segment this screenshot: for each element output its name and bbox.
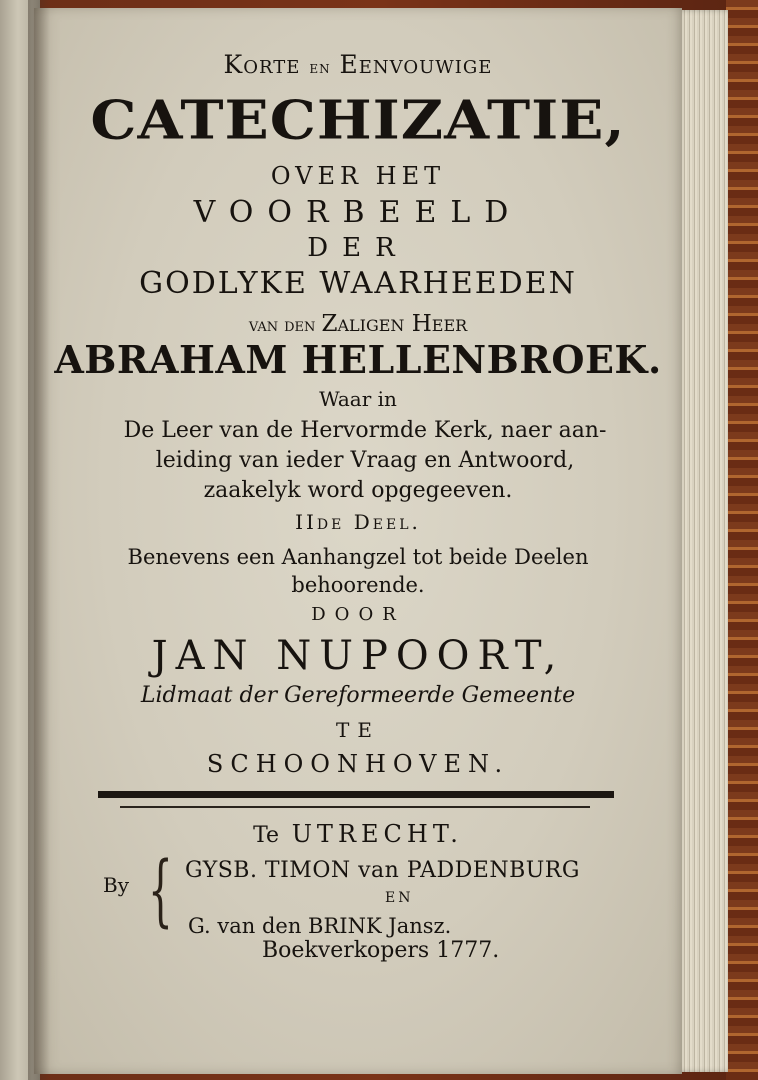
imprint-city <box>34 820 682 848</box>
title-van-den <box>34 311 682 337</box>
text-lidmaat: Lidmaat der Gereformeerde Gemeente <box>140 683 576 708</box>
text-printer-paddenburg: GYSB. TIMON van PADDENBURG <box>185 858 580 883</box>
text-benevens-line: Benevens een Aanhangzel tot beide Deelen <box>127 545 589 569</box>
text-en: EN <box>385 890 414 906</box>
text-schoonhoven: SCHOONHOVEN. <box>206 750 510 778</box>
title-voorbeeld: VOORBEELD <box>193 195 523 230</box>
text-leiding-line: leiding van ieder Vraag en Antwoord, <box>155 448 575 473</box>
title-godlyke: GODLYKE WAARHEEDEN <box>139 266 577 301</box>
author-nupoort: JAN NUPOORT, <box>151 633 565 679</box>
thick-rule <box>98 791 614 798</box>
text-te: TE <box>336 718 380 742</box>
text-boekverkopers-year: Boekverkopers 1777. <box>262 938 500 963</box>
text-van-den: van den <box>248 314 316 336</box>
subtitle-korte <box>34 50 682 79</box>
title-der: DER <box>307 233 409 263</box>
text-by: By <box>103 873 129 897</box>
text-zaakelyk-line: zaakelyk word opgegeeven. <box>203 478 513 503</box>
thin-rule <box>120 806 590 808</box>
text-te-prefix: Te <box>253 823 280 848</box>
text-zaligen-heer: Zaligen Heer <box>321 311 468 337</box>
word-eenvouwige: Eenvouwige <box>339 50 493 79</box>
word-korte: Korte <box>223 50 301 79</box>
author-hellenbroek: ABRAHAM HELLENBROEK. <box>54 337 662 382</box>
text-printer-brink: G. van den BRINK Jansz. <box>188 914 452 938</box>
text-door: DOOR <box>311 604 405 625</box>
text-leer-line: De Leer van de Hervormde Kerk, naer aan- <box>123 418 607 443</box>
cover-edge-marbled <box>726 0 758 1080</box>
title-over-het: OVER HET <box>270 162 446 190</box>
brace-icon: { <box>148 846 173 936</box>
main-title: CATECHIZATIE, <box>90 88 626 152</box>
text-volume: IIde Deel. <box>295 510 421 534</box>
text-behoorende: behoorende. <box>291 573 425 597</box>
word-en: en <box>309 58 331 78</box>
text-waar-in: Waar in <box>319 387 397 411</box>
text-utrecht: UTRECHT. <box>291 820 463 848</box>
